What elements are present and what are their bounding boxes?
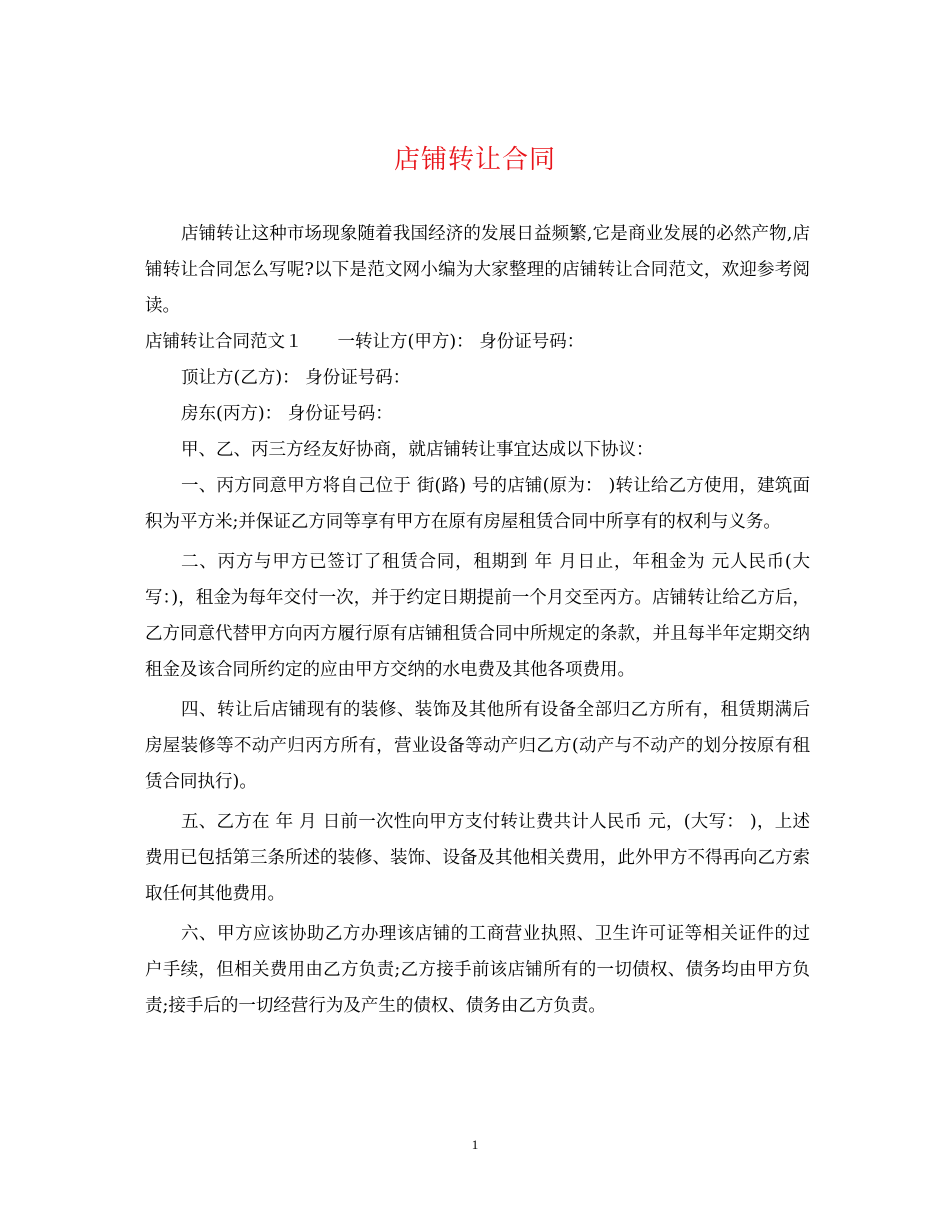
party-a-line: 店铺转让合同范文１ 一转让方(甲方)： 身份证号码： — [145, 332, 585, 352]
intro-paragraph: 店铺转让这种市场现象随着我国经济的发展日益频繁,它是商业发展的必然产物,店铺转让合同怎么写呢?以下是范文网小编为大家整理的店铺转让合同范文，欢迎参考阅读。 — [145, 224, 810, 316]
clause-1: 一、丙方同意甲方将自己位于 街(路) 号的店铺(原为： )转让给乙方使用，建筑面积为平方米;并保证乙方同等享有甲方在原有房屋租赁合同中所享有的权利与义务。 — [145, 476, 810, 532]
party-c-line: 房东(丙方)： 身份证号码： — [181, 404, 393, 424]
clause-2: 二、丙方与甲方已签订了租赁合同，租期到 年 月日止，年租金为 元人民币(大写：)，租金为每年交付一次，并于约定日期提前一个月交至丙方。店铺转让给乙方后，乙方同意代替甲方向丙方履行原有店铺租赁合同中所规定的条款，并且每半年定期交纳租金及该合同所约定的应由甲方交纳的水电费及其他各项费用。 — [145, 552, 810, 680]
clause-4: 四、转让后店铺现有的装修、装饰及其他所有设备全部归乙方所有，租赁期满后房屋装修等不动产归丙方所有，营业设备等动产归乙方(动产与不动产的划分按原有租赁合同执行)。 — [145, 700, 810, 792]
clause-5: 五、乙方在 年 月 日前一次性向甲方支付转让费共计人民币 元，(大写： )，上述费用已包括第三条所述的装修、装饰、设备及其他相关费用，此外甲方不得再向乙方索取任何其他费用。 — [145, 812, 810, 904]
clause-6: 六、甲方应该协助乙方办理该店铺的工商营业执照、卫生许可证等相关证件的过户手续，但相关费用由乙方负责;乙方接手前该店铺所有的一切债权、债务均由甲方负责;接手后的一切经营行为及产生的债权、债务由乙方负责。 — [145, 924, 810, 1016]
document-body — [145, 216, 810, 1024]
page-number: 1 — [471, 1137, 479, 1152]
agreement-intro: 甲、乙、丙三方经友好协商，就店铺转让事宜达成以下协议： — [181, 440, 654, 460]
document-title: 店铺转让合同 — [393, 145, 556, 175]
party-b-line: 顶让方(乙方)： 身份证号码： — [181, 368, 411, 388]
